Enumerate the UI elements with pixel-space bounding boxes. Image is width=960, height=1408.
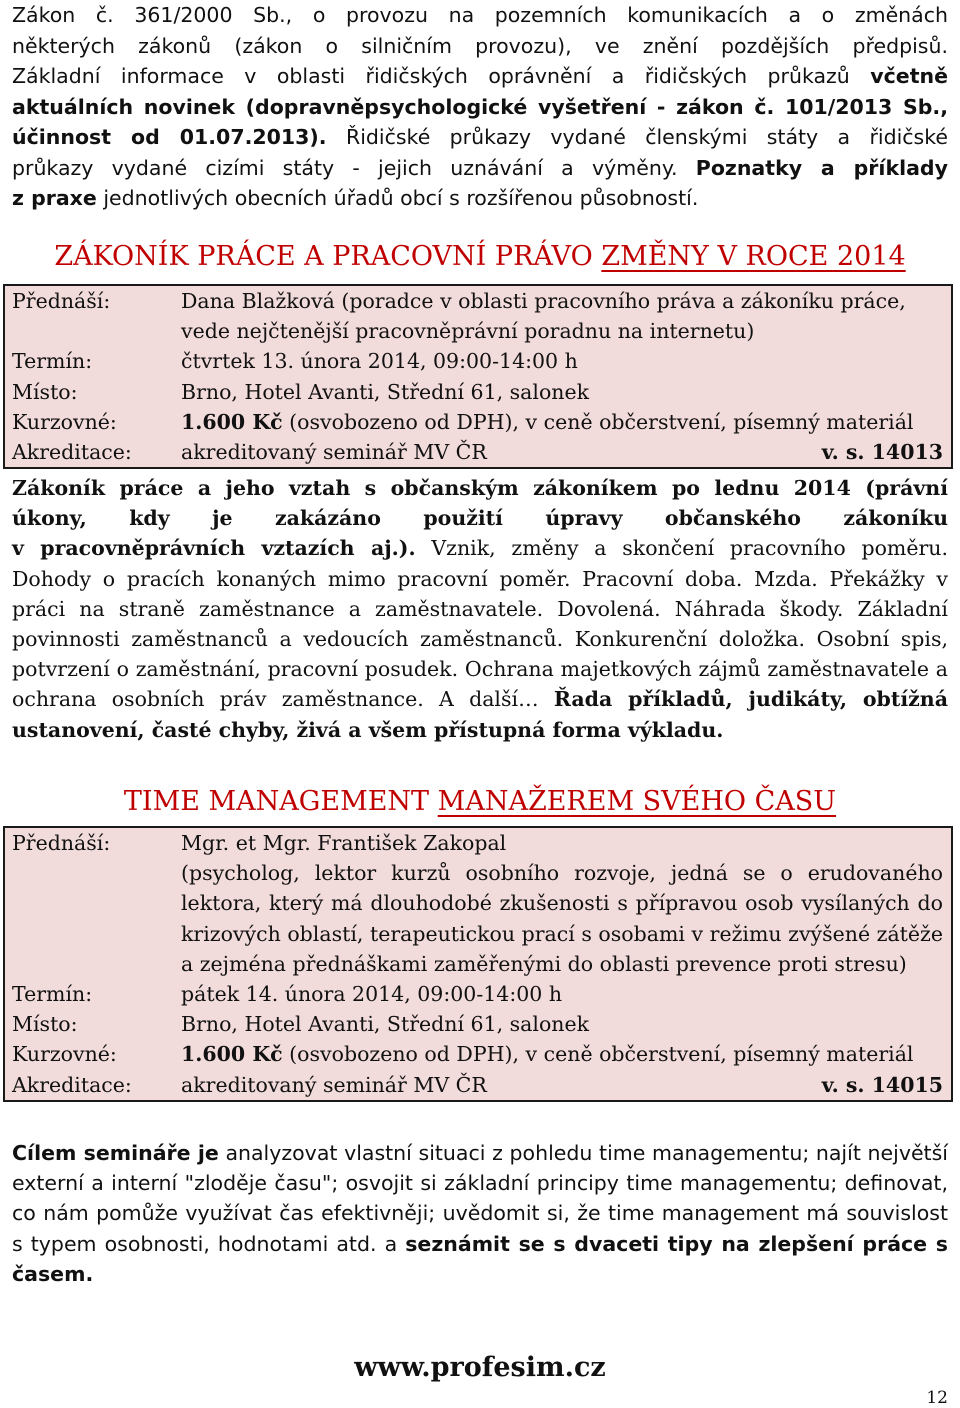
intro-bold: aktuálních novinek (dopravněpsychologické vyšetření - zákon č. 101/2013 Sb., [12,94,948,119]
seminar1-lecturer-row [5,286,951,346]
seminar2-title-part1: TIME MANAGEMENT [123,786,430,817]
lecturer-line: vede nejčtenější pracovněprávní poradnu na internetu) [181,319,755,344]
seminar1-title-part1: ZÁKONÍK PRÁCE A PRACOVNÍ PRÁVO [54,241,593,272]
intro-bold: účinnost od 01.07.2013). [12,125,327,149]
seminar1-title-part2: ZMĚNY V ROCE 2014 [601,241,906,272]
place-value: Brno, Hotel Avanti, Střední 61, salonek [181,1012,590,1037]
date-value: pátek 14. února 2014, 09:00-14:00 h [181,982,563,1007]
desc-bold: úkony, kdy je zakázáno použití úpravy občanského zákoníku [12,506,948,531]
seminar2-fee-row [5,1039,951,1069]
accred-label: Akreditace: [12,440,132,465]
seminar2-info-box [3,826,953,1102]
desc-text: Dohody o pracích konaných mimo pracovní poměr. Pracovní doba. Mzda. Překážky v práci na straně zaměstnance a zaměstnavatele. Dovolená. Náhrada škody. Základní povinnosti zaměstnanců a vedoucích zaměstnanců. Konkurenční doložka. Osobní spis, potvrzení o zaměstnání, pracovní posudek. Ochrana majetkových zájmů zaměstnavatele a ochrana osobních práv zaměstnance. A další… [12,566,948,712]
seminar-code: v. s. 14013 [821,440,943,465]
intro-line: Řidičské průkazy vydané členskými státy a řidičské [345,125,948,149]
goal-text: analyzovat vlastní situaci z pohledu time managementu; najít největší externí a interní "zloděje času"; osvojit si základní principy time managementu; definovat, co nám pomůže využívat čas efektivněji; uvědomit si, že time management má souvislost s typem osobnosti, hodnotami atd. a [12,1141,948,1256]
desc-text: Vznik, změny a skončení pracovního poměru. [431,536,948,561]
fee-amount: 1.600 Kč [181,1042,283,1067]
seminar1-title [0,237,960,277]
date-label: Termín: [12,982,93,1007]
accred-label: Akreditace: [12,1072,132,1097]
fee-amount: 1.600 Kč [181,409,283,434]
seminar1-description [12,473,948,745]
seminar2-title [0,782,960,822]
place-value: Brno, Hotel Avanti, Střední 61, salonek [181,379,590,404]
intro-line: průkazy vydané cizími státy - jejich uznávání a výměny. [12,155,678,180]
intro-paragraph [12,0,948,214]
seminar2-date-row [5,979,951,1009]
date-label: Termín: [12,349,93,374]
page-number: 12 [926,1388,948,1408]
intro-bold: Poznatky a příklady [695,155,948,180]
lecturer-name: Mgr. et Mgr. František Zakopal [181,831,507,855]
fee-note: (osvobozeno od DPH), v ceně občerstvení, písemný materiál [289,1042,914,1067]
place-label: Místo: [12,1012,78,1037]
seminar2-goal [12,1138,948,1289]
website-link[interactable]: www.profesim.cz [354,1352,606,1383]
seminar-code: v. s. 14015 [821,1072,943,1097]
seminar1-info-box [3,284,953,469]
seminar2-place-row [5,1009,951,1039]
lecturer-label: Přednáší: [12,289,111,313]
lecturer-description: (psycholog, lektor kurzů osobního rozvoje, jedná se o erudovaného lektora, který má dlouhodobé zkušenosti s přípravou osob vysílaných do krizových oblastí, terapeutickou prací s osobami v režimu zvýšené zátěže a zejména přednáškami zaměřenými do oblasti prevence proti stresu) [181,861,943,976]
seminar1-place-row [5,377,951,407]
lecturer-label: Přednáší: [12,831,111,855]
seminar2-title-part2: MANAŽEREM SVÉHO ČASU [437,786,837,817]
seminar1-date-row [5,346,951,376]
intro-line: jednotlivých obecních úřadů obcí s rozšířenou působností. [103,186,699,210]
seminar1-fee-row [5,407,951,437]
intro-line: Zákon č. 361/2000 Sb., o provozu na pozemních komunikacích a o změnách [12,3,948,27]
fee-label: Kurzovné: [12,1042,117,1067]
fee-note: (osvobozeno od DPH), v ceně občerstvení, písemný materiál [289,409,914,434]
goal-bold: seznámit se s dvaceti tipy na zlepšení práce s časem. [12,1231,948,1286]
place-label: Místo: [12,379,78,404]
seminar2-accred-row [5,1070,951,1100]
desc-bold: Zákoník práce a jeho vztah s občanským zákoníkem po lednu 2014 (právní [12,476,948,500]
fee-label: Kurzovné: [12,409,117,434]
seminar1-accred-row [5,437,951,467]
desc-bold: Řada příkladů, judikáty, obtížná ustanovení, časté chyby, živá a všem přístupná forma výkladu. [12,687,948,742]
accred-value: akreditovaný seminář MV ČR [181,440,487,465]
lecturer-line: Dana Blažková (poradce v oblasti pracovního práva a zákoníku práce, [181,289,906,313]
seminar2-lecturer-row [5,828,951,979]
date-value: čtvrtek 13. února 2014, 09:00-14:00 h [181,349,578,374]
intro-bold: z praxe [12,186,97,210]
intro-bold: včetně [870,64,948,88]
desc-bold: v pracovněprávních vztazích aj.). [12,536,416,561]
accred-value: akreditovaný seminář MV ČR [181,1072,487,1097]
goal-bold: Cílem semináře je [12,1141,219,1165]
intro-line: Základní informace v oblasti řidičských oprávnění a řidičských průkazů [12,64,850,88]
intro-line: některých zákonů (zákon o silničním provozu), ve znění pozdějších předpisů. [12,33,948,58]
